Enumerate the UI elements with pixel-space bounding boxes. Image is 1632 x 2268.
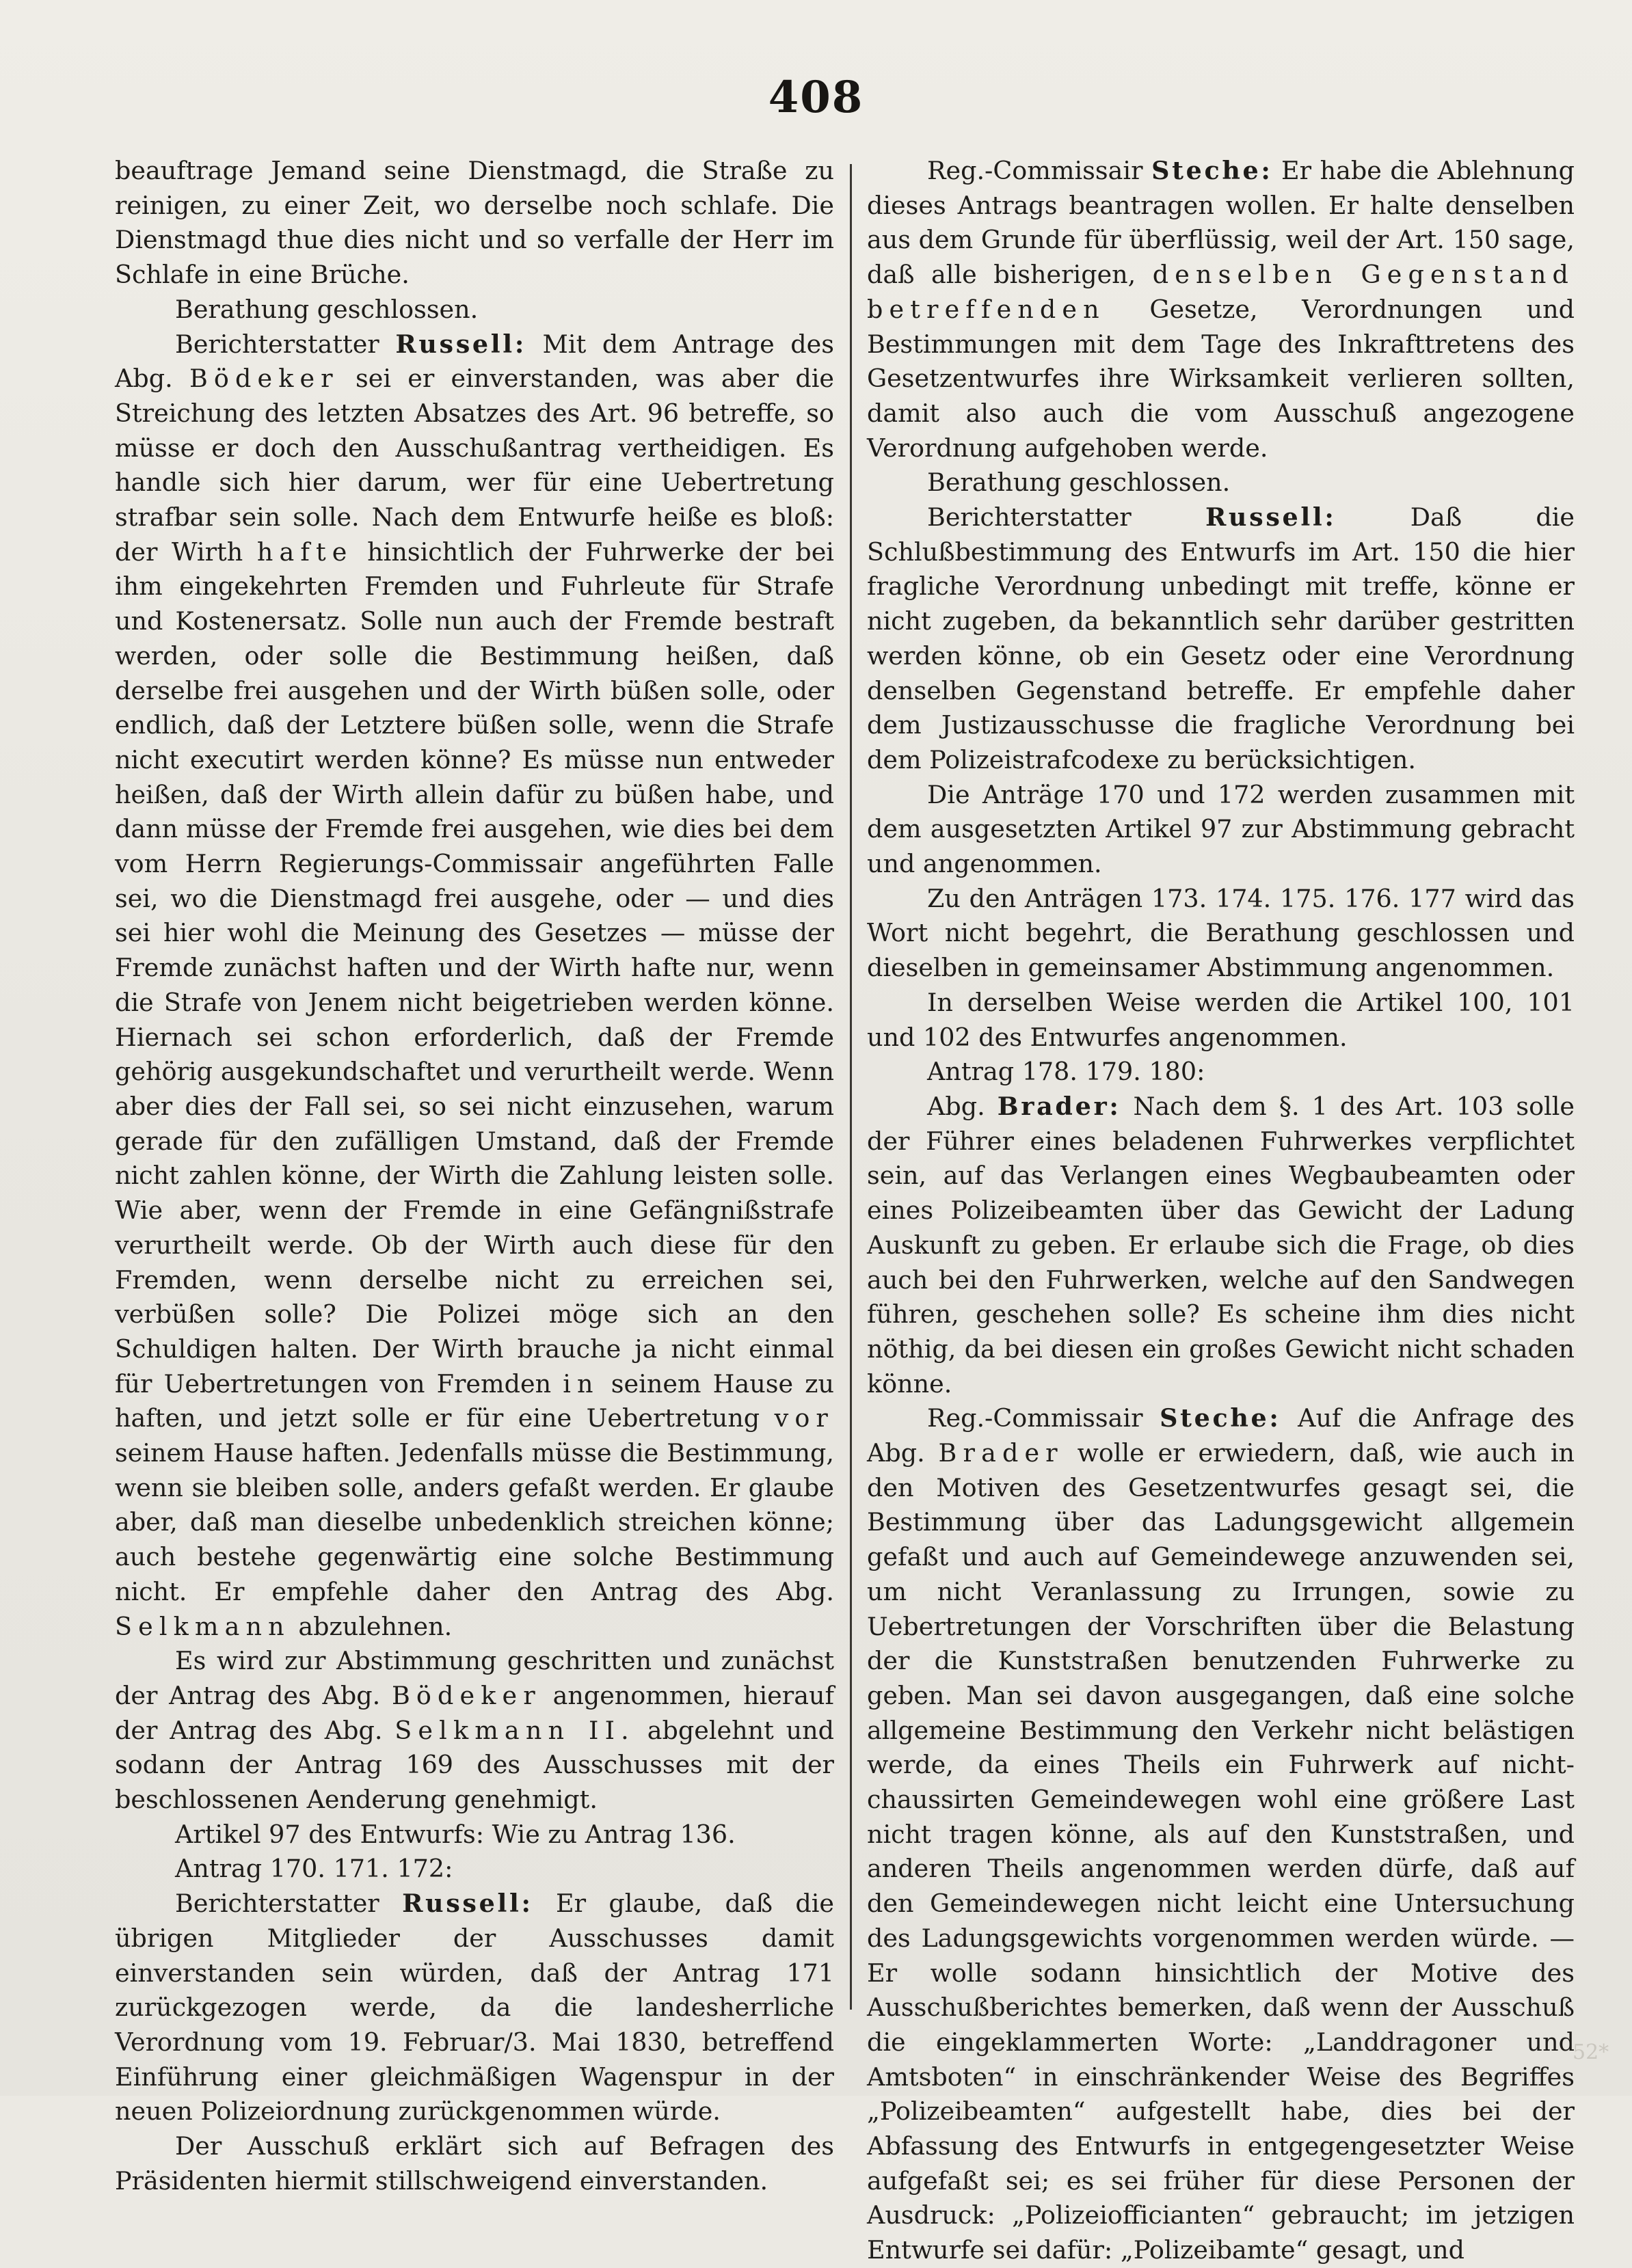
text-run: Er habe die Ablehnung dieses Antrags beantragen wollen. Er halte denselben aus dem Grunde für überflüssig, weil der Art. 150 sage, daß alle bisherigen, bbox=[867, 156, 1575, 290]
paragraph bbox=[115, 327, 834, 1645]
spaced-name: hafte bbox=[256, 537, 353, 567]
spaced-name: vor bbox=[774, 1403, 834, 1433]
text-run: Nach dem §. 1 des Art. 103 solle der Führer eines beladenen Fuhrwerkes verpflichtet sein, auf das Verlangen eines Wegbaubeamten oder eines Polizeibeamten über das Gewicht der Ladung Auskunft zu geben. Er erlaube sich die Frage, ob dies auch bei den Fuhrwerken, welche auf den Sandwegen führen, geschehen solle? Es scheine ihm dies nicht nöthig, da bei diesen ein großes Gewicht nicht schaden könne. bbox=[867, 1091, 1575, 1399]
paragraph: Der Ausschuß erklärt sich auf Befragen des Präsidenten hiermit stillschweigend einverstanden. bbox=[115, 2131, 834, 2196]
text-run: hinsichtlich der Fuhrwerke der bei ihm eingekehrten Fremden und Fuhrleute für Strafe und Kostenersatz. Solle nun auch der Fremde bestraft werden, oder solle die Bestimmung heißen, daß derselbe frei ausgehen und der Wirth büßen solle, oder endlich, daß der Letztere büßen solle, wenn die Strafe nicht executirt werden könne? Es müsse nun entweder heißen, daß der Wirth allein dafür zu büßen habe, und dann müsse der Fremde frei ausgehen, wie dies bei dem vom Herrn Regierungs-Commissair angeführten Falle sei, wo die Dienstmagd frei ausgehe, oder — und dies sei hier wohl die Meinung des Gesetzes — müsse der Fremde zunächst haften und der Wirth hafte nur, wenn die Strafe von Jenem nicht beigetrieben werden könne. Hiernach sei schon erforderlich, daß der Fremde gehörig ausgekundschaftet und verurtheilt werde. Wenn aber dies der Fall sei, so sei nicht einzusehen, warum gerade für den zufälligen Umstand, daß der Fremde nicht zahlen könne, der Wirth die Zahlung leisten solle. Wie aber, wenn der Fremde in eine Gefängnißstrafe verurtheilt werde. Ob der Wirth auch diese für den Fremden, wenn derselbe nicht zu erreichen sei, verbüßen solle? Die Polizei möge sich an den Schuldigen halten. Der Wirth brauche ja nicht einmal für Uebertretungen von Fremden bbox=[115, 537, 834, 1399]
paragraph bbox=[115, 1644, 834, 1818]
paragraph: beauftrage Jemand seine Dienstmagd, die Straße zu reinigen, zu einer Zeit, wo derselbe noch schlafe. Die Dienstmagd thue dies nicht und so verfalle der Herr im Schlafe in eine Brüche. bbox=[115, 156, 834, 290]
paragraph bbox=[867, 1401, 1575, 2268]
text-run: Reg.-Commissair bbox=[927, 156, 1152, 185]
text-run: wolle er erwiedern, daß, wie auch in den Motiven des Gesetzentwurfes gesagt sei, die Bestimmung über das Ladungsgewicht allgemein gefaßt und auch auf Gemeindewege anzuwenden sei, um nicht Veranlassung zu Irrungen, sowie zu Uebertretungen der Vorschriften über die Belastung der die Kunststraßen benutzenden Fuhrwerke zu geben. Man sei davon ausgegangen, daß eine solche allgemeine Bestimmung den Verkehr nicht belästigen werde, da eines Theils ein Fuhrwerk auf nicht-chaussirten Gemeindewegen wohl eine größere Last nicht tragen könne, als auf den Kunststraßen, und anderen Theils angenommen werden dürfe, daß auf den Gemeindewegen nicht leicht eine Untersuchung des Ladungsgewichts vorgenommen werden würde. — Er wolle sodann hinsichtlich der Motive des Ausschußberichtes bemerken, daß wenn der Ausschuß die eingeklammerten Worte: „Landdragoner und Amtsboten“ in einschränkender Weise des Begriffes „Polizeibeamten“ aufgestellt habe, dies bei der Abfassung des Entwurfs in entgegengesetzter Weise aufgefaßt sei; es sei früher für diese Personen der Ausdruck: „Polizeiofficianten“ gebraucht; im jetzigen Entwurfe sei dafür: „Polizeibamte“ gesagt, und bbox=[867, 1438, 1575, 2265]
spaced-name: Selkmann bbox=[115, 1611, 291, 1641]
paragraph bbox=[115, 1887, 834, 2129]
paragraph: In derselben Weise werden die Artikel 100, 101 und 102 des Entwurfes angenommen. bbox=[867, 987, 1575, 1052]
paragraph: Berathung geschlossen. bbox=[175, 294, 479, 324]
text-run: Gesetze, Verordnungen und Bestimmungen mit dem Tage des Inkrafttretens des Gesetzentwurfes ihre Wirksamkeit verlieren sollten, damit also auch die vom Ausschuß angezogene Verordnung aufgehoben werde. bbox=[867, 294, 1575, 463]
right-column bbox=[867, 154, 1575, 2268]
speaker-name: Brader: bbox=[997, 1091, 1121, 1121]
sheet-signature-mark: 52* bbox=[1573, 2040, 1609, 2064]
text-run: Er glaube, daß die übrigen Mitglieder der Ausschusses damit einverstanden sein würden, daß der Antrag 171 zurückgezogen werde, da die landesherrliche Verordnung vom 19. Februar/3. Mai 1830, betreffend Einführung einer gleichmäßigen Wagenspur in der neuen Polizeiordnung zurückgenommen würde. bbox=[115, 1889, 834, 2127]
column-divider bbox=[850, 164, 852, 2010]
spaced-name: in bbox=[563, 1368, 600, 1399]
speaker-name: Russell: bbox=[395, 329, 526, 359]
paragraph: Artikel 97 des Entwurfs: Wie zu Antrag 136. bbox=[175, 1819, 736, 1849]
text-run: angenommen, hierauf der Antrag des Abg. bbox=[115, 1680, 834, 1745]
text-run: Berichterstatter bbox=[175, 1889, 403, 1919]
speaker-name: Russell: bbox=[1205, 502, 1337, 532]
spaced-name: Selkmann II. bbox=[394, 1715, 635, 1745]
text-run: Berichterstatter bbox=[175, 329, 396, 359]
text-run: Mit dem Antrage des Abg. bbox=[115, 329, 834, 394]
paragraph bbox=[867, 154, 1575, 465]
text-run: Berichterstatter bbox=[927, 502, 1205, 532]
spaced-name: Bödeker bbox=[189, 364, 339, 394]
text-run: Auf die Anfrage des Abg. bbox=[867, 1403, 1575, 1468]
speaker-name: Steche: bbox=[1151, 156, 1273, 185]
text-run: abgelehnt und sodann der Antrag 169 des Ausschusses mit der beschlossenen Aenderung genehmigt. bbox=[115, 1715, 834, 1815]
paragraph bbox=[867, 1090, 1575, 1401]
paragraph: Zu den Anträgen 173. 174. 175. 176. 177 wird das Wort nicht begehrt, die Berathung geschlossen und dieselben in gemeinsamer Abstimmung angenommen. bbox=[867, 883, 1575, 983]
speaker-name: Steche: bbox=[1160, 1403, 1281, 1433]
text-run: seinem Hause zu haften, und jetzt solle er für eine Uebertretung bbox=[115, 1368, 834, 1433]
paragraph: Antrag 170. 171. 172: bbox=[175, 1854, 453, 1884]
paragraph: Die Anträge 170 und 172 werden zusammen mit dem ausgesetzten Artikel 97 zur Abstimmung gebracht und angenommen. bbox=[867, 779, 1575, 879]
spaced-name: Bödeker bbox=[391, 1680, 541, 1710]
text-run: sei er einverstanden, was aber die Streichung des letzten Absatzes des Art. 96 betreffe, so müsse er doch den Ausschußantrag vertheidigen. Es handle sich hier darum, wer für eine Uebertretung strafbar sein solle. Nach dem Entwurfe heiße es bloß: der Wirth bbox=[115, 364, 834, 567]
text-run: Daß die Schlußbestimmung des Entwurfs im Art. 150 die hier fragliche Verordnung unbedingt mit treffe, könne er nicht zugeben, da bekanntlich sehr darüber gestritten werden könne, ob ein Gesetz oder eine Verordnung denselben Gegenstand betreffe. Er empfehle daher dem Justizausschusse die fragliche Verordnung bei dem Polizeistrafcodexe zu berücksichtigen. bbox=[867, 502, 1575, 774]
text-run: abzulehnen. bbox=[290, 1611, 453, 1641]
left-column bbox=[115, 154, 834, 2198]
spaced-name: denselben Gegenstand betreffenden bbox=[867, 260, 1575, 324]
spaced-name: Brader bbox=[938, 1438, 1064, 1468]
paragraph bbox=[867, 500, 1575, 778]
paragraph: Antrag 178. 179. 180: bbox=[927, 1057, 1205, 1087]
speaker-name: Russell: bbox=[402, 1889, 533, 1919]
text-run: Es wird zur Abstimmung geschritten und zunächst der Antrag des Abg. bbox=[115, 1646, 834, 1710]
text-run: Abg. bbox=[927, 1091, 998, 1121]
text-run: Reg.-Commissair bbox=[927, 1403, 1160, 1433]
paragraph: Berathung geschlossen. bbox=[927, 468, 1231, 498]
text-run: seinem Hause haften. Jedenfalls müsse die Bestimmung, wenn sie bleiben solle, anders gefaßt werden. Er glaube aber, daß man dieselbe unbedenklich streichen könne; auch bestehe gegenwärtig eine solche Bestimmung nicht. Er empfehle daher den Antrag des Abg. bbox=[115, 1438, 834, 1606]
page-number: 408 bbox=[768, 72, 864, 123]
